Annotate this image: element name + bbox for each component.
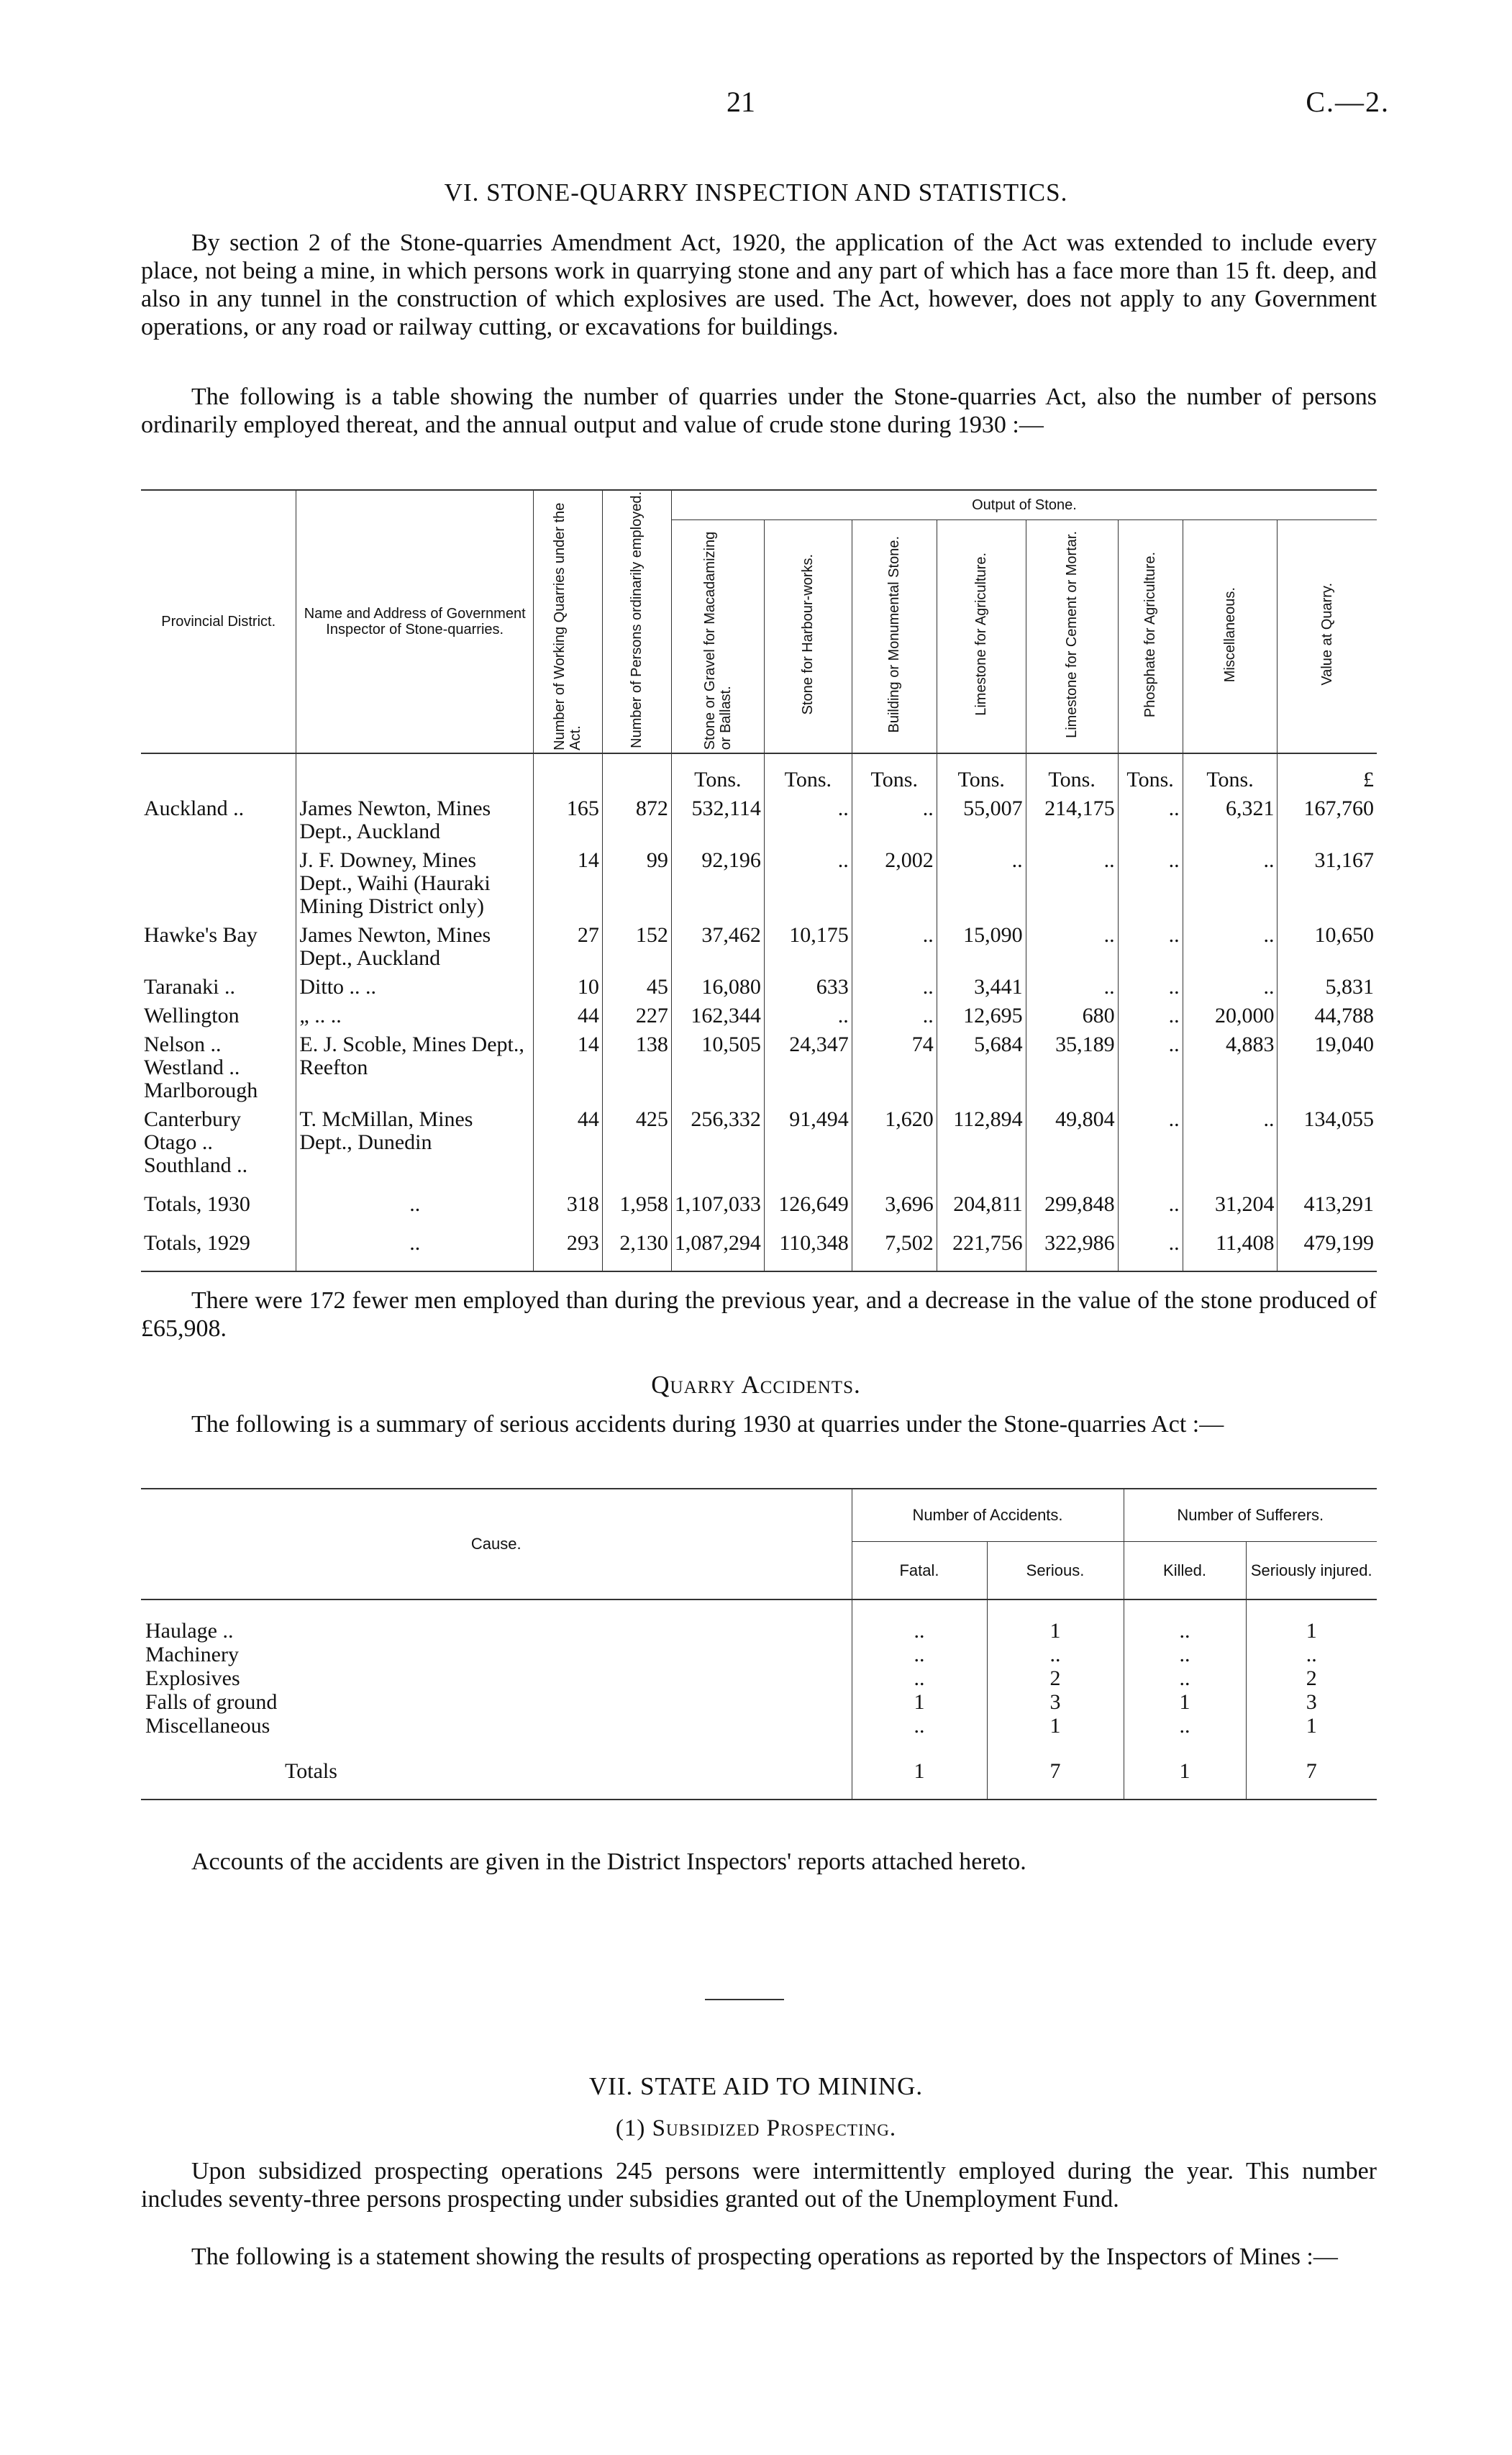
cell-district: Nelson .. Westland .. Marlborough xyxy=(144,1032,258,1102)
cell-working-quarries: 27 xyxy=(533,918,602,970)
cell-limestone-cement: 35,189 xyxy=(1026,1027,1118,1102)
cell-district: Canterbury Otago .. Southland .. xyxy=(144,1107,248,1177)
quarry-statistics-body xyxy=(141,791,1377,1271)
cell-phosphate: .. xyxy=(1118,970,1183,999)
unit-pound: £ xyxy=(1278,753,1377,791)
cell-gravel: 1,087,294 xyxy=(671,1216,764,1271)
cell-working-quarries: 10 xyxy=(533,970,602,999)
cell-killed: .. xyxy=(1124,1714,1246,1743)
cell-phosphate: .. xyxy=(1118,843,1183,918)
cell-district: Taranaki .. xyxy=(144,974,236,999)
table-row xyxy=(141,1027,1377,1102)
cell-building-stone: .. xyxy=(852,791,937,843)
cell-phosphate: .. xyxy=(1118,918,1183,970)
section-divider xyxy=(705,1999,784,2000)
header-seriously-injured: Seriously injured. xyxy=(1246,1542,1377,1600)
cell-miscellaneous: .. xyxy=(1183,843,1278,918)
cell-miscellaneous: .. xyxy=(1183,970,1278,999)
cell-killed: 1 xyxy=(1124,1743,1246,1800)
cell-cause: Explosives xyxy=(145,1666,240,1690)
cell-inspector: James Newton, Mines Dept., Auckland xyxy=(296,791,534,843)
cell-building-stone: 1,620 xyxy=(852,1102,937,1177)
cell-totals-label: Totals, 1930 xyxy=(144,1192,250,1216)
cell-limestone-cement: 214,175 xyxy=(1026,791,1118,843)
cell-value-at-quarry: 19,040 xyxy=(1278,1027,1377,1102)
cell-gravel: 1,107,033 xyxy=(671,1177,764,1216)
cell-serious: 3 xyxy=(987,1690,1124,1714)
cell-harbour-works: 91,494 xyxy=(764,1102,852,1177)
cell-inspector: .. xyxy=(296,1177,534,1216)
cell-limestone-agriculture: 221,756 xyxy=(937,1216,1026,1271)
unit-tons: Tons. xyxy=(671,753,764,791)
cell-persons-employed: 1,958 xyxy=(602,1177,671,1216)
cell-building-stone: .. xyxy=(852,970,937,999)
section-7-title: VII. STATE AID TO MINING. xyxy=(588,2072,924,2100)
cell-miscellaneous: 11,408 xyxy=(1183,1216,1278,1271)
header-fatal: Fatal. xyxy=(852,1542,987,1600)
accidents-totals-row xyxy=(141,1743,1377,1800)
cell-phosphate: .. xyxy=(1118,999,1183,1027)
cell-persons-employed: 99 xyxy=(602,843,671,918)
cell-district: Auckland .. xyxy=(144,796,245,820)
header-persons-employed-text: Number of Persons ordinarily employed. xyxy=(629,491,645,748)
cell-miscellaneous: 20,000 xyxy=(1183,999,1278,1027)
cell-gravel: 532,114 xyxy=(671,791,764,843)
cell-fatal: .. xyxy=(852,1599,987,1643)
header-limestone-agriculture xyxy=(937,519,1026,753)
cell-fatal: 1 xyxy=(852,1743,987,1800)
cell-value-at-quarry: 413,291 xyxy=(1278,1177,1377,1216)
header-building-stone xyxy=(852,519,937,753)
cell-building-stone: 74 xyxy=(852,1027,937,1102)
section-7-paragraph-2 xyxy=(141,2243,1377,2271)
header-limestone-cement-text: Limestone for Cement or Mortar. xyxy=(1064,530,1080,738)
header-working-quarries-text: Number of Working Quarries under the Act. xyxy=(552,502,584,750)
cell-building-stone: .. xyxy=(852,999,937,1027)
cell-limestone-cement: .. xyxy=(1026,970,1118,999)
cell-fatal: 1 xyxy=(852,1690,987,1714)
cell-value-at-quarry: 479,199 xyxy=(1278,1216,1377,1271)
cell-gravel: 256,332 xyxy=(671,1102,764,1177)
cell-cause: Totals xyxy=(141,1743,852,1800)
cell-limestone-agriculture: 5,684 xyxy=(937,1027,1026,1102)
header-provincial-district: Provincial District. xyxy=(161,613,276,630)
header-phosphate-text: Phosphate for Agriculture. xyxy=(1142,551,1159,717)
cell-fatal: .. xyxy=(852,1714,987,1743)
cell-serious: 1 xyxy=(987,1714,1124,1743)
cell-killed: 1 xyxy=(1124,1690,1246,1714)
employment-note xyxy=(141,1287,1377,1343)
cell-totals-label: Totals, 1929 xyxy=(141,1216,296,1271)
cell-working-quarries: 293 xyxy=(533,1216,602,1271)
section-6-title: VI. STONE-QUARRY INSPECTION AND STATISTICS. xyxy=(444,178,1068,207)
unit-tons: Tons. xyxy=(764,753,852,791)
cell-phosphate: .. xyxy=(1118,1177,1183,1216)
cell-phosphate: .. xyxy=(1118,1216,1183,1271)
cell-inspector: „ .. .. xyxy=(296,999,534,1027)
unit-tons: Tons. xyxy=(852,753,937,791)
table-row xyxy=(141,791,1377,843)
cell-harbour-works: 110,348 xyxy=(764,1216,852,1271)
cell-persons-employed: 2,130 xyxy=(602,1216,671,1271)
header-phosphate xyxy=(1118,519,1183,753)
table-row xyxy=(141,970,1377,999)
cell-phosphate: .. xyxy=(1118,1102,1183,1177)
cell-limestone-cement: .. xyxy=(1026,843,1118,918)
header-output-of-stone: Output of Stone. xyxy=(671,490,1377,519)
cell-limestone-agriculture: 112,894 xyxy=(937,1102,1026,1177)
cell-inspector: T. McMillan, Mines Dept., Dunedin xyxy=(296,1102,534,1177)
table-header-row-1 xyxy=(141,490,1377,519)
cell-gravel: 162,344 xyxy=(671,999,764,1027)
cell-gravel: 16,080 xyxy=(671,970,764,999)
cell-miscellaneous: 4,883 xyxy=(1183,1027,1278,1102)
cell-working-quarries: 165 xyxy=(533,791,602,843)
cell-persons-employed: 45 xyxy=(602,970,671,999)
cell-building-stone: 2,002 xyxy=(852,843,937,918)
cell-inspector: J. F. Downey, Mines Dept., Waihi (Hauraki Mining District only) xyxy=(296,843,534,918)
cell-harbour-works: 126,649 xyxy=(764,1177,852,1216)
cell-value-at-quarry: 10,650 xyxy=(1278,918,1377,970)
cell-value-at-quarry: 134,055 xyxy=(1278,1102,1377,1177)
cell-serious: 1 xyxy=(987,1599,1124,1643)
header-gravel xyxy=(671,519,764,753)
cell-persons-employed: 138 xyxy=(602,1027,671,1102)
cell-persons-employed: 152 xyxy=(602,918,671,970)
cell-gravel: 92,196 xyxy=(671,843,764,918)
header-inspector: Name and Address of Government Inspector of Stone-quarries. xyxy=(296,490,534,753)
header-miscellaneous-text: Miscellaneous. xyxy=(1222,586,1239,682)
header-limestone-agriculture-text: Limestone for Agriculture. xyxy=(973,553,990,717)
cell-building-stone: 7,502 xyxy=(852,1216,937,1271)
cell-building-stone: 3,696 xyxy=(852,1177,937,1216)
unit-tons: Tons. xyxy=(937,753,1026,791)
table-row xyxy=(141,1643,1377,1666)
accidents-table xyxy=(141,1488,1377,1800)
table-row xyxy=(141,1690,1377,1714)
accidents-header-row-1 xyxy=(141,1489,1377,1542)
cell-serious: 7 xyxy=(987,1743,1124,1800)
cell-inspector: .. xyxy=(296,1216,534,1271)
section-6-paragraph-2-text: The following is a table showing the number of quarries under the Stone-quarries Act, also the number of persons ordinarily employed thereat, and the annual output and value of crude stone during 1930 :— xyxy=(141,384,1377,438)
cell-limestone-cement: 680 xyxy=(1026,999,1118,1027)
section-6-paragraph-1 xyxy=(141,229,1377,341)
cell-limestone-cement: 299,848 xyxy=(1026,1177,1118,1216)
header-limestone-cement xyxy=(1026,519,1118,753)
cell-district: Hawke's Bay xyxy=(144,922,258,947)
units-row xyxy=(141,753,1377,791)
accidents-intro-text: The following is a summary of serious accidents during 1930 at quarries under the Stone-quarries Act :— xyxy=(191,1411,1224,1438)
document-reference: C.—2. xyxy=(1306,86,1390,118)
cell-cause: Machinery xyxy=(145,1643,239,1666)
cell-value-at-quarry: 5,831 xyxy=(1278,970,1377,999)
cell-cause: Haulage .. xyxy=(145,1619,234,1643)
table-row xyxy=(141,1102,1377,1177)
header-working-quarries xyxy=(533,490,602,753)
cell-inspector: James Newton, Mines Dept., Auckland xyxy=(296,918,534,970)
cell-limestone-agriculture: 204,811 xyxy=(937,1177,1026,1216)
header-value-at-quarry-text: Value at Quarry. xyxy=(1319,583,1336,686)
cell-value-at-quarry: 167,760 xyxy=(1278,791,1377,843)
header-serious: Serious. xyxy=(987,1542,1124,1600)
header-gravel-text: Stone or Gravel for Macadamizing or Ballast. xyxy=(701,531,734,750)
cell-persons-employed: 227 xyxy=(602,999,671,1027)
cell-harbour-works: 633 xyxy=(764,970,852,999)
table-row xyxy=(141,999,1377,1027)
cell-harbour-works: 10,175 xyxy=(764,918,852,970)
header-building-stone-text: Building or Monumental Stone. xyxy=(886,535,903,733)
accidents-accounts-note xyxy=(141,1848,1377,1876)
cell-limestone-cement: 49,804 xyxy=(1026,1102,1118,1177)
cell-inspector: E. J. Scoble, Mines Dept., Reefton xyxy=(296,1027,534,1102)
cell-killed: .. xyxy=(1124,1643,1246,1666)
cell-fatal: .. xyxy=(852,1643,987,1666)
cell-building-stone: .. xyxy=(852,918,937,970)
cell-inspector: Ditto .. .. xyxy=(296,970,534,999)
cell-miscellaneous: .. xyxy=(1183,1102,1278,1177)
cell-value-at-quarry: 44,788 xyxy=(1278,999,1377,1027)
cell-working-quarries: 318 xyxy=(533,1177,602,1216)
header-value-at-quarry xyxy=(1278,519,1377,753)
header-miscellaneous xyxy=(1183,519,1278,753)
section-6-paragraph-1-text: By section 2 of the Stone-quarries Amendment Act, 1920, the application of the Act was extended to include every place, not being a mine, in which persons work in quarrying stone and any part of which has a face more than 15 ft. deep, and also in any tunnel in the construction of which explosives are used. The Act, however, does not apply to any Government operations, or any road or railway cutting, or excavations for buildings. xyxy=(141,230,1377,340)
header-persons-employed xyxy=(602,490,671,753)
cell-limestone-agriculture: 15,090 xyxy=(937,918,1026,970)
cell-limestone-agriculture: .. xyxy=(937,843,1026,918)
header-number-of-sufferers: Number of Sufferers. xyxy=(1124,1489,1377,1542)
cell-harbour-works: 24,347 xyxy=(764,1027,852,1102)
table-row xyxy=(141,1714,1377,1743)
quarry-accidents-title: Quarry Accidents. xyxy=(651,1371,861,1399)
cell-cause: Falls of ground xyxy=(145,1690,278,1714)
cell-seriously-injured: 3 xyxy=(1246,1690,1377,1714)
totals-row xyxy=(141,1216,1377,1271)
accidents-accounts-note-text: Accounts of the accidents are given in the District Inspectors' reports attached hereto. xyxy=(191,1848,1026,1875)
accidents-intro xyxy=(141,1410,1377,1438)
section-6-paragraph-2 xyxy=(141,383,1377,439)
cell-serious: 2 xyxy=(987,1666,1124,1690)
cell-district: Wellington xyxy=(144,1003,240,1027)
cell-fatal: .. xyxy=(852,1666,987,1690)
cell-harbour-works: .. xyxy=(764,791,852,843)
cell-seriously-injured: 7 xyxy=(1246,1743,1377,1800)
cell-persons-employed: 872 xyxy=(602,791,671,843)
cell-seriously-injured: 1 xyxy=(1246,1714,1377,1743)
cell-working-quarries: 14 xyxy=(533,1027,602,1102)
cell-working-quarries: 44 xyxy=(533,999,602,1027)
cell-seriously-injured: 2 xyxy=(1246,1666,1377,1690)
cell-miscellaneous: 31,204 xyxy=(1183,1177,1278,1216)
header-harbour-works xyxy=(764,519,852,753)
unit-tons: Tons. xyxy=(1183,753,1278,791)
header-cause: Cause. xyxy=(470,1535,522,1553)
cell-seriously-injured: 1 xyxy=(1246,1599,1377,1643)
cell-working-quarries: 44 xyxy=(533,1102,602,1177)
totals-row xyxy=(141,1177,1377,1216)
cell-killed: .. xyxy=(1124,1666,1246,1690)
unit-tons: Tons. xyxy=(1118,753,1183,791)
cell-limestone-cement: .. xyxy=(1026,918,1118,970)
cell-district xyxy=(141,843,296,918)
table-row xyxy=(141,843,1377,918)
cell-miscellaneous: 6,321 xyxy=(1183,791,1278,843)
section-7-paragraph-1-text: Upon subsidized prospecting operations 245 persons were intermittently employed during the year. This number includes seventy-three persons prospecting under subsidies granted out of the Unemployment Fund. xyxy=(141,2158,1377,2213)
employment-note-text: There were 172 fewer men employed than during the previous year, and a decrease in the value of the stone produced of £65,908. xyxy=(141,1287,1377,1342)
cell-limestone-agriculture: 55,007 xyxy=(937,791,1026,843)
accidents-body xyxy=(141,1599,1377,1800)
cell-miscellaneous: .. xyxy=(1183,918,1278,970)
cell-gravel: 10,505 xyxy=(671,1027,764,1102)
cell-limestone-agriculture: 12,695 xyxy=(937,999,1026,1027)
cell-cause: Miscellaneous xyxy=(145,1714,270,1738)
cell-seriously-injured: .. xyxy=(1246,1643,1377,1666)
cell-phosphate: .. xyxy=(1118,1027,1183,1102)
quarry-statistics-table xyxy=(141,489,1377,1272)
unit-tons: Tons. xyxy=(1026,753,1118,791)
section-7-paragraph-1 xyxy=(141,2157,1377,2213)
cell-killed: .. xyxy=(1124,1599,1246,1643)
header-harbour-works-text: Stone for Harbour-works. xyxy=(800,553,816,715)
table-row xyxy=(141,1599,1377,1643)
cell-harbour-works: .. xyxy=(764,843,852,918)
table-row xyxy=(141,1666,1377,1690)
cell-persons-employed: 425 xyxy=(602,1102,671,1177)
cell-value-at-quarry: 31,167 xyxy=(1278,843,1377,918)
cell-gravel: 37,462 xyxy=(671,918,764,970)
section-7-subtitle: (1) Subsidized Prospecting. xyxy=(615,2115,897,2141)
cell-working-quarries: 14 xyxy=(533,843,602,918)
header-number-of-accidents: Number of Accidents. xyxy=(852,1489,1124,1542)
cell-limestone-cement: 322,986 xyxy=(1026,1216,1118,1271)
table-row xyxy=(141,918,1377,970)
page-number: 21 xyxy=(727,86,755,118)
cell-phosphate: .. xyxy=(1118,791,1183,843)
cell-harbour-works: .. xyxy=(764,999,852,1027)
header-killed: Killed. xyxy=(1124,1542,1246,1600)
cell-serious: .. xyxy=(987,1643,1124,1666)
cell-limestone-agriculture: 3,441 xyxy=(937,970,1026,999)
section-7-paragraph-2-text: The following is a statement showing the results of prospecting operations as reported by the Inspectors of Mines :— xyxy=(191,2243,1338,2270)
